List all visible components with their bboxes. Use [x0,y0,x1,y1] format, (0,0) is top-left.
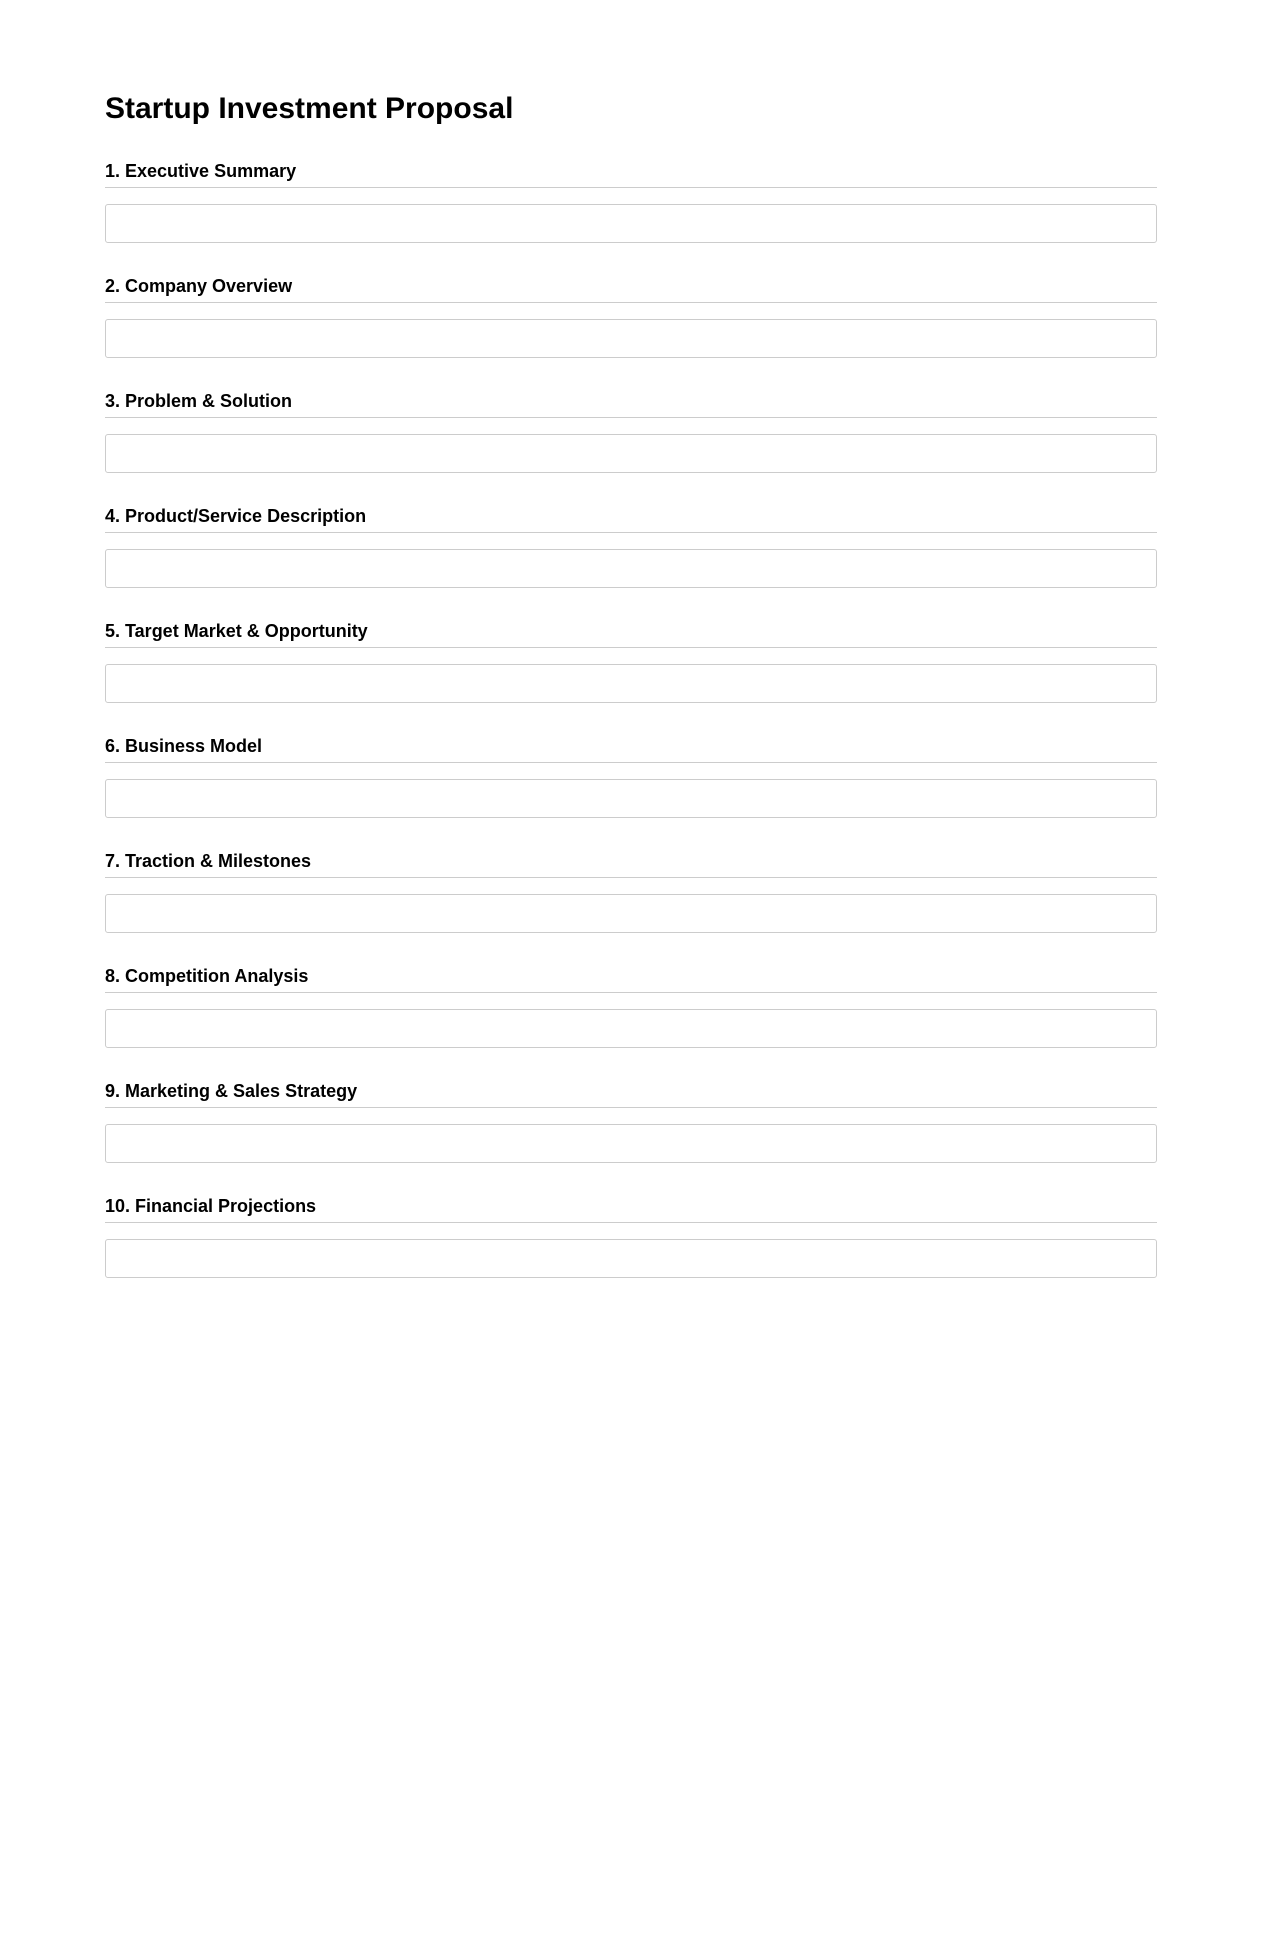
page-title: Startup Investment Proposal [105,92,514,125]
marketing-sales-strategy-field[interactable] [105,1124,1157,1163]
section-problem-solution [105,391,1157,473]
section-heading: 6. Business Model [105,736,1157,763]
section-heading: 3. Problem & Solution [105,391,1157,418]
section-marketing-sales-strategy [105,1081,1157,1163]
section-heading: 7. Traction & Milestones [105,851,1157,878]
section-heading: 5. Target Market & Opportunity [105,621,1157,648]
section-executive-summary [105,161,1157,243]
section-business-model [105,736,1157,818]
section-product-service-description [105,506,1157,588]
problem-solution-field[interactable] [105,434,1157,473]
section-financial-projections [105,1196,1157,1278]
section-heading: 1. Executive Summary [105,161,1157,188]
product-service-description-field[interactable] [105,549,1157,588]
business-model-field[interactable] [105,779,1157,818]
proposal-document [105,91,1157,1278]
section-target-market [105,621,1157,703]
section-heading: 8. Competition Analysis [105,966,1157,993]
traction-milestones-field[interactable] [105,894,1157,933]
company-overview-field[interactable] [105,319,1157,358]
section-heading: 10. Financial Projections [105,1196,1157,1223]
section-heading: 2. Company Overview [105,276,1157,303]
section-competition-analysis [105,966,1157,1048]
section-heading: 4. Product/Service Description [105,506,1157,533]
section-company-overview [105,276,1157,358]
competition-analysis-field[interactable] [105,1009,1157,1048]
financial-projections-field[interactable] [105,1239,1157,1278]
executive-summary-field[interactable] [105,204,1157,243]
section-traction-milestones [105,851,1157,933]
section-heading: 9. Marketing & Sales Strategy [105,1081,1157,1108]
target-market-field[interactable] [105,664,1157,703]
